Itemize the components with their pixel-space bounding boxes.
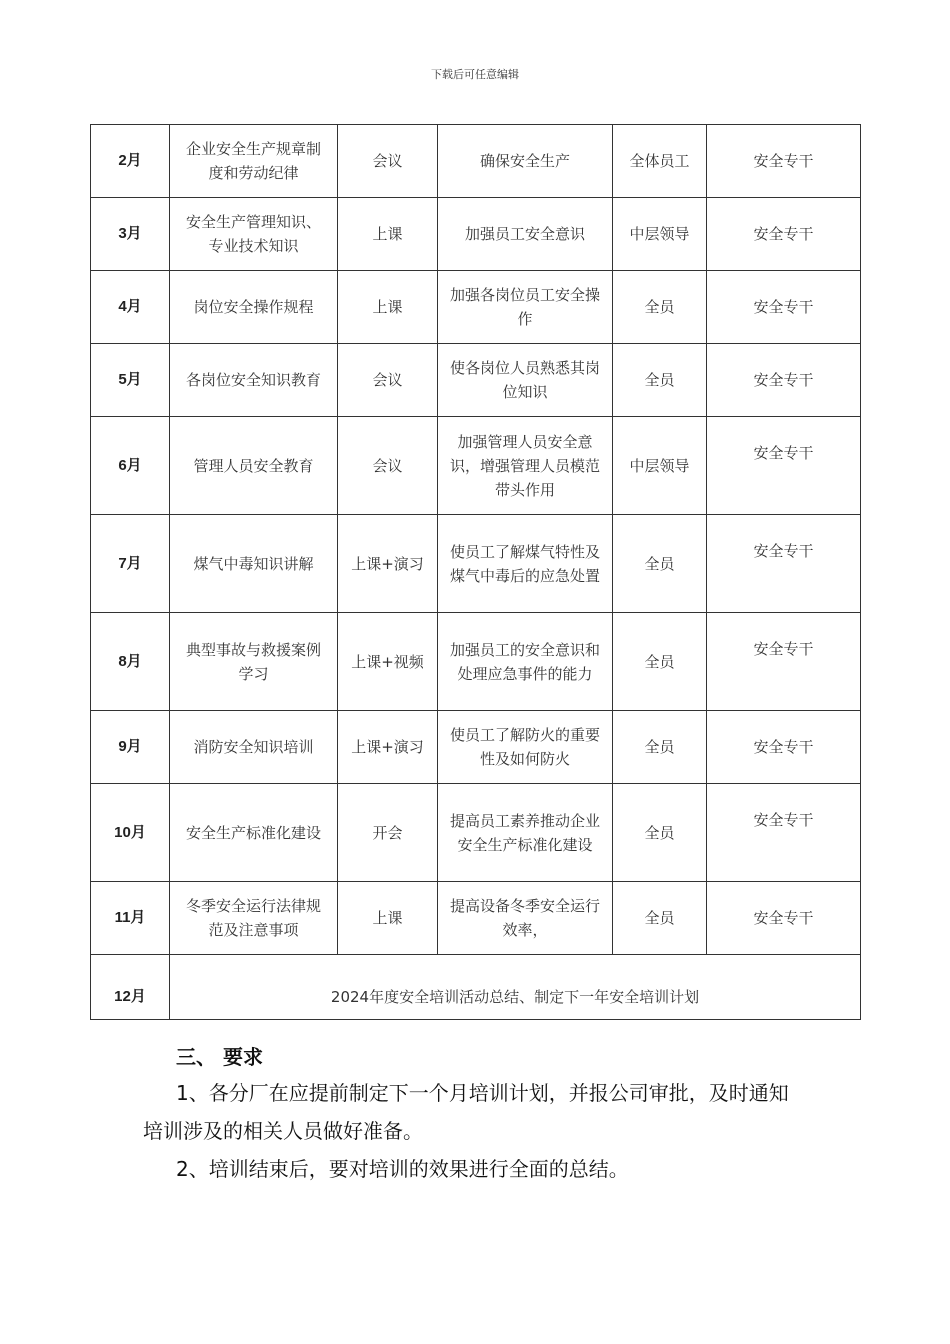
audience-cell: 全员: [613, 711, 707, 784]
goal-cell: 加强员工安全意识: [438, 198, 613, 271]
method-cell: 会议: [338, 417, 438, 515]
method-cell: 上课+演习: [338, 711, 438, 784]
owner-cell: 安全专干: [707, 613, 861, 711]
month-cell: 4月: [91, 271, 170, 344]
audience-cell: 全员: [613, 882, 707, 955]
owner-cell: 安全专干: [707, 125, 861, 198]
goal-cell: 加强各岗位员工安全操作: [438, 271, 613, 344]
method-cell: 上课: [338, 882, 438, 955]
requirement-item-2: 2、培训结束后，要对培训的效果进行全面的总结。: [176, 1157, 629, 1181]
goal-cell: 使员工了解防火的重要性及如何防火: [438, 711, 613, 784]
table-row: [91, 344, 861, 417]
content-cell: 安全生产标准化建设: [170, 784, 338, 882]
page-header: 下载后可任意编辑: [431, 68, 519, 81]
owner-cell: 安全专干: [707, 417, 861, 515]
goal-cell: 确保安全生产: [438, 125, 613, 198]
goal-cell: 加强管理人员安全意识，增强管理人员模范带头作用: [438, 417, 613, 515]
content-cell: 企业安全生产规章制度和劳动纪律: [170, 125, 338, 198]
goal-cell: 使各岗位人员熟悉其岗位知识: [438, 344, 613, 417]
month-cell: 6月: [91, 417, 170, 515]
owner-cell: 安全专干: [707, 711, 861, 784]
audience-cell: 全员: [613, 613, 707, 711]
audience-cell: 全员: [613, 271, 707, 344]
owner-cell: 安全专干: [707, 271, 861, 344]
goal-cell: 加强员工的安全意识和处理应急事件的能力: [438, 613, 613, 711]
table-row: [91, 271, 861, 344]
month-cell: 11月: [91, 882, 170, 955]
owner-cell: 安全专干: [707, 882, 861, 955]
audience-cell: 全体员工: [613, 125, 707, 198]
table-row: [91, 417, 861, 515]
audience-cell: 中层领导: [613, 198, 707, 271]
method-cell: 上课+视频: [338, 613, 438, 711]
month-cell: 9月: [91, 711, 170, 784]
content-cell: 典型事故与救援案例学习: [170, 613, 338, 711]
content-cell: 安全生产管理知识、专业技术知识: [170, 198, 338, 271]
method-cell: 开会: [338, 784, 438, 882]
table-row: [91, 515, 861, 613]
audience-cell: 全员: [613, 515, 707, 613]
table-row: [91, 711, 861, 784]
audience-cell: 中层领导: [613, 417, 707, 515]
method-cell: 上课: [338, 271, 438, 344]
audience-cell: 全员: [613, 344, 707, 417]
method-cell: 会议: [338, 125, 438, 198]
goal-cell: 使员工了解煤气特性及煤气中毒后的应急处置: [438, 515, 613, 613]
month-cell: 5月: [91, 344, 170, 417]
owner-cell: 安全专干: [707, 344, 861, 417]
owner-cell: 安全专干: [707, 784, 861, 882]
month-cell: 3月: [91, 198, 170, 271]
month-cell: 12月: [91, 955, 170, 1020]
content-cell: 管理人员安全教育: [170, 417, 338, 515]
content-cell: 冬季安全运行法律规范及注意事项: [170, 882, 338, 955]
owner-cell: 安全专干: [707, 198, 861, 271]
month-cell: 7月: [91, 515, 170, 613]
method-cell: 会议: [338, 344, 438, 417]
audience-cell: 全员: [613, 784, 707, 882]
training-plan-body: [91, 125, 861, 1020]
training-plan-table: [90, 124, 861, 1020]
table-row: [91, 198, 861, 271]
method-cell: 上课+演习: [338, 515, 438, 613]
method-cell: 上课: [338, 198, 438, 271]
table-row-summary: [91, 955, 861, 1020]
table-row: [91, 784, 861, 882]
month-cell: 2月: [91, 125, 170, 198]
table-row: [91, 882, 861, 955]
content-cell: 煤气中毒知识讲解: [170, 515, 338, 613]
content-cell: 各岗位安全知识教育: [170, 344, 338, 417]
content-cell: 岗位安全操作规程: [170, 271, 338, 344]
table-row: [91, 125, 861, 198]
goal-cell: 提高设备冬季安全运行效率，: [438, 882, 613, 955]
summary-cell: 2024年度安全培训活动总结、制定下一年安全培训计划: [170, 955, 861, 1020]
table-row: [91, 613, 861, 711]
month-cell: 10月: [91, 784, 170, 882]
requirements-heading: 三、 要求: [176, 1045, 263, 1069]
content-cell: 消防安全知识培训: [170, 711, 338, 784]
requirement-item-1: 1、各分厂在应提前制定下一个月培训计划，并报公司审批，及时通知培训涉及的相关人员做好准备。: [143, 1081, 789, 1143]
month-cell: 8月: [91, 613, 170, 711]
goal-cell: 提高员工素养推动企业安全生产标准化建设: [438, 784, 613, 882]
owner-cell: 安全专干: [707, 515, 861, 613]
